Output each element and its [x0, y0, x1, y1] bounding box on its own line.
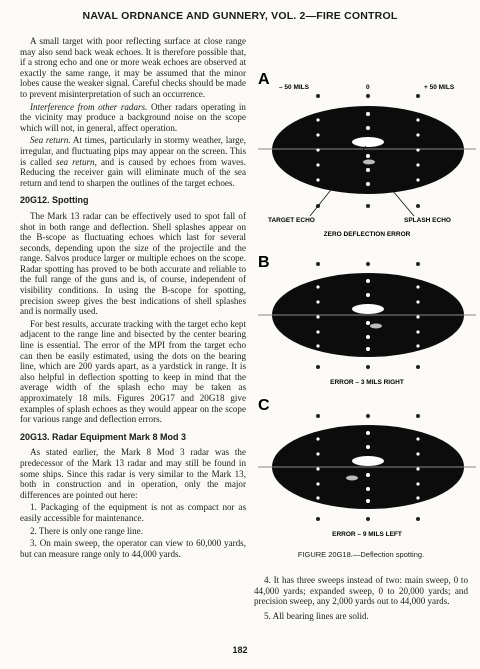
paragraph-spotting: The Mark 13 radar can be effectively used to spot fall of shot in both range and deflection. Shell splashes appear on the B-scope as fluctuating echoes which last for several seconds, depending upon the size of the projectile and the range. Salvos produce larger or multiple echoes on the scope. Radar spotting has proved to be both accurate and reliable to the full range of the guns and is, of course, independent of visibility conditions. In using the B-scope for spotting, precision sweep gives the best indications of shell splashes and is normally used. [20, 210, 246, 317]
panel-b-title: ERROR – 3 MILS RIGHT [330, 379, 404, 386]
left-column [20, 36, 246, 561]
scale-left-label: – 50 MILS [279, 84, 309, 91]
paragraph-interference [20, 102, 246, 134]
term-interference: Interference from other radars. [30, 101, 148, 112]
term-sea-return-inline: sea return, [55, 156, 97, 167]
list-item-2: 2. There is only one range line. [30, 525, 143, 536]
splash-echo [346, 476, 358, 481]
list-item-5: 5. All bearing lines are solid. [264, 610, 369, 621]
scale-center-label: 0 [366, 84, 370, 91]
scope-a [258, 94, 476, 208]
page-number: 182 [232, 645, 248, 655]
section-heading-spotting: 20G12. Spotting [20, 195, 89, 206]
target-echo-label: TARGET ECHO [268, 217, 315, 224]
scope-a-field [272, 106, 464, 194]
list-item-1: 1. Packaging of the equipment is not as compact nor as easily accessible for maintenance. [20, 502, 246, 523]
running-header: NAVAL ORDNANCE AND GUNNERY, VOL. 2—FIRE CONTROL [82, 10, 398, 22]
splash-echo-label: SPLASH ECHO [404, 217, 451, 224]
paragraph-tracking: For best results, accurate tracking with the target echo kept adjacent to the range line and bisected by the center bearing line is essential. The error of the MPI from the target echo can then be easily estimated, using the dots on the bearing line, which are 200 yards apart, as a yardstick in range. It is also helpful in deflection spotting to keep in mind that the average width of the splash echo may be taken as approximately 18 mils. Figures 20G17 and 20G18 give examples of splash echoes as they would appear on the scope for various range and deflection errors. [20, 318, 246, 425]
section-heading-mark8: 20G13. Radar Equipment Mark 8 Mod 3 [20, 431, 187, 442]
target-echo [352, 137, 384, 147]
sea-return-text-b: and is caused by echoes from waves. Reducing the receiver gain will eliminate much of the sea return and tend to sharpen the outlines of the target echoes. [20, 156, 246, 188]
list-item-4: 4. It has three sweeps instead of two: main sweep, 0 to 44,000 yards; expanded sweep, 0 to 20,000 yards; and precision sweep, any 2,000 yards out to 44,000 yards. [254, 575, 468, 607]
target-echo [352, 304, 384, 314]
panel-a-letter: A [258, 71, 270, 88]
interference-text: Other radars operating in the vicinity may produce a background noise on the scope which will not, in general, affect operation. [20, 101, 246, 133]
panel-c-letter: C [258, 397, 270, 414]
panel-b-letter: B [258, 254, 270, 271]
right-column-text [254, 575, 468, 625]
splash-echo [363, 160, 375, 165]
scope-c [258, 414, 476, 521]
deflection-spotting-figure [254, 62, 480, 552]
panel-c-title: ERROR – 9 MILS LEFT [332, 531, 402, 538]
scale-right-label: + 50 MILS [424, 84, 455, 91]
paragraph-sea-return [20, 135, 246, 188]
splash-echo [370, 324, 382, 329]
panel-a-title: ZERO DEFLECTION ERROR [323, 231, 411, 238]
target-echo [352, 456, 384, 466]
scope-b [258, 262, 476, 369]
figure-caption: FIGURE 20G18.—Deflection spotting. [297, 550, 425, 559]
paragraph-mark8-intro: As stated earlier, the Mark 8 Mod 3 radar was the predecessor of the Mark 13 radar and may still be found in some ships. Since this radar is very similar to the Mark 13, both in construction and in operation, only the major differences are pointed out here: [20, 447, 246, 500]
sea-return-text-a: At times, particularly in stormy weather, large, irregular, and fluctuating pips may appear on the screen. This is called [20, 135, 246, 167]
term-sea-return: Sea return. [30, 135, 71, 146]
paragraph-minor-lobes: A small target with poor reflecting surface at close range may also send back weak echoes. It is therefore possible that, if a strong echo and one or more weak echoes are observed at exactly the same range, it may be assumed that the minor lobes cause the weaker signal. Careful checks should be made to prevent misinterpretation of such an occurrence. [20, 36, 246, 99]
list-item-3: 3. On main sweep, the operator can view to 60,000 yards, but can measure range only to 44,000 yards. [20, 538, 246, 559]
